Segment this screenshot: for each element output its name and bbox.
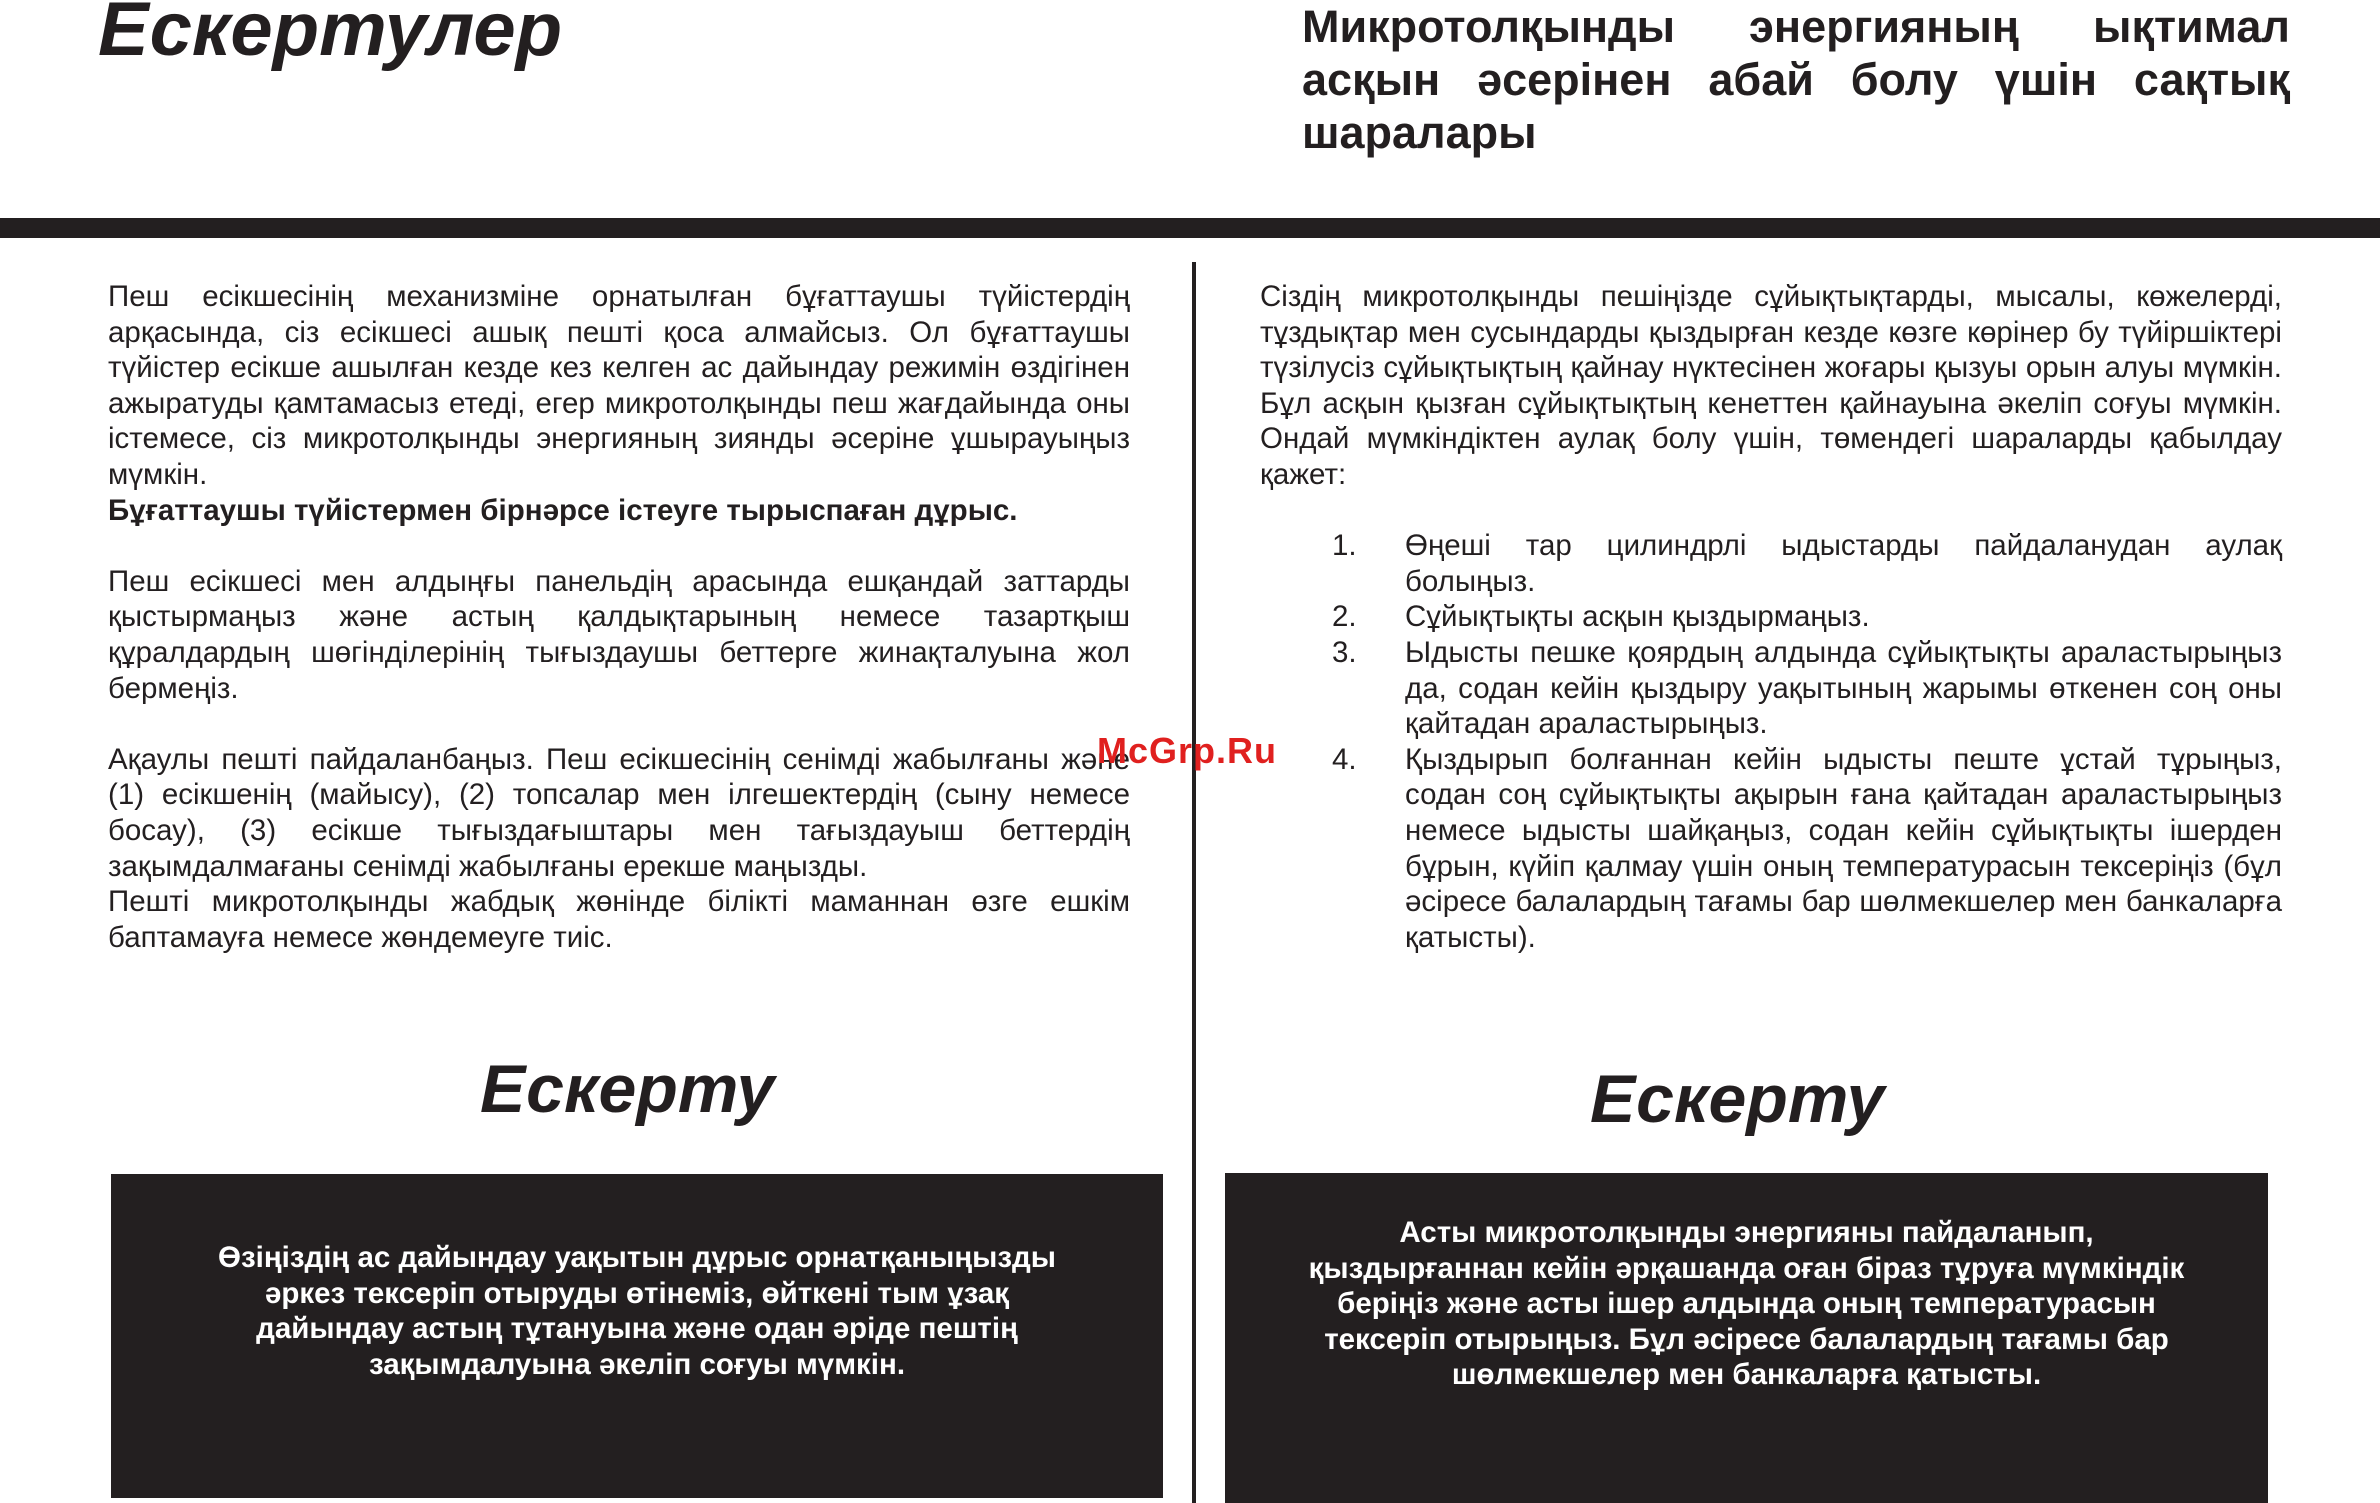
section-heading: Микротолқынды энергияның ықтимал асқын әсерінен абай болу үшін сақтық шаралары: [1302, 1, 2290, 158]
page-title: Ескертулер: [98, 0, 563, 72]
left-column: [108, 279, 1130, 955]
warning-box-right: [1225, 1173, 2268, 1503]
column-divider: [1192, 262, 1196, 1503]
top-rule: [0, 218, 2380, 238]
warning-title-right: Ескерту: [1590, 1061, 1885, 1137]
warning-box-left: [111, 1174, 1163, 1498]
list-item: [1260, 599, 2282, 635]
list-item: [1260, 742, 2282, 956]
list-item-text: Сұйықтықты асқын қыздырмаңыз.: [1405, 600, 1870, 634]
precautions-list: [1260, 528, 2282, 955]
list-item-text: Қыздырып болғаннан кейін ыдысты пеште ұстай тұрыңыз, содан соң сұйықтықты ақырын ғана қайтадан араластырыңыз немесе ыдысты шайқаңыз, содан кейін сұйықтықты ішерден бұрын, күйіп қалмау үшін оның температурасын тексеріңіз (бұл әсіресе балалардың тағамы бар шөлмекшелер мен банкаларға қатысты).: [1405, 742, 2282, 954]
warning-text-left: Өзіңіздің ас дайындау уақытын дұрыс орнатқаныңызды әркез тексеріп отыруды өтінеміз, өйткені тым ұзақ дайындау астың тұтануына және одан әріде пештің зақымдалуына әкеліп соғуы мүмкін.: [218, 1241, 1056, 1381]
right-column: [1260, 279, 2282, 955]
list-number: 3.: [1332, 635, 1357, 669]
list-number: 1.: [1332, 529, 1357, 563]
list-item-text: Ыдысты пешке қоярдың алдында сұйықтықты араластырыңыз да, содан кейін қыздыру уақытының жарымы өткенен соң оны қайтадан араластырыңыз.: [1405, 635, 2282, 741]
interlock-paragraph: Пеш есікшесінің механизміне орнатылған бұғаттаушы түйістердің арқасында, сіз есікшесі ашық пешті қоса алмайсыз. Ол бұғаттаушы түйістер есікше ашылған кезде кез келген ас дайындау режимін өздігінен ажыратуды қамтамасыз етеді, егер микротолқынды пеш жағдайында оны істемесе, сіз микротолқынды энергияның зиянды әсеріне ұшырауыңыз мүмкін.: [108, 280, 1130, 491]
list-item: [1260, 635, 2282, 742]
warning-text-right: Асты микротолқынды энергияны пайдаланып, қыздырғаннан кейін әрқашанда оған біраз тұруға мүмкіндік беріңіз және асты ішер алдында оның температурасын тексеріп отырыңыз. Бұл әсіресе балалардың тағамы бар шөлмекшелер мен банкаларға қатысты.: [1308, 1216, 2185, 1392]
list-number: 2.: [1332, 600, 1357, 634]
watermark: McGrp.Ru: [1097, 730, 1278, 771]
list-item-text: Өңеші тар цилиндрлі ыдыстарды пайдаланудан аулақ болыңыз.: [1405, 529, 2282, 598]
faulty-oven-paragraph: Ақаулы пешті пайдаланбаңыз. Пеш есікшесінің сенімді жабылғаны және (1) есікшенің (майысу), (2) топсалар мен ілгешектердің (сыну немесе босау), (3) есікше тығыздағыштары мен тағыздауыш беттердің зақымдалмағаны сенімді жабылғаны ерекше маңызды.: [108, 742, 1130, 883]
interlock-bold-note: Бұғаттаушы түйістермен бірнәрсе істеуге тырыспаған дұрыс.: [108, 493, 1018, 527]
list-item: [1260, 528, 2282, 599]
list-number: 4.: [1332, 742, 1357, 776]
superheating-intro: Сіздің микротолқынды пешіңізде сұйықтықтарды, мысалы, көжелерді, тұздықтар мен сусындарды қыздырған кезде көзге көрінер бу түйіршіктері түзілусіз сұйықтықтың қайнау нүктесінен жоғары қызуы орын алуы мүмкін. Бұл асқын қызған сұйықтықтың кенеттен қайнауына әкеліп соғуы мүмкін. Ондай мүмкіндіктен аулақ болу үшін, төмендегі шараларды қабылдау қажет:: [1260, 280, 2282, 491]
warning-title-left: Ескерту: [480, 1051, 775, 1127]
service-paragraph: Пешті микротолқынды жабдық жөнінде білікті маманнан өзге ешкім баптамауға немесе жөндемеуге тиіс.: [108, 885, 1130, 954]
door-paragraph: Пеш есікшесі мен алдыңғы панельдің арасында ешқандай заттарды қыстырмаңыз және астың қалдықтарының немесе тазартқыш құралдардың шөгінділерінің тығыздаушы беттерге жинақталуына жол бермеңіз.: [108, 564, 1130, 705]
